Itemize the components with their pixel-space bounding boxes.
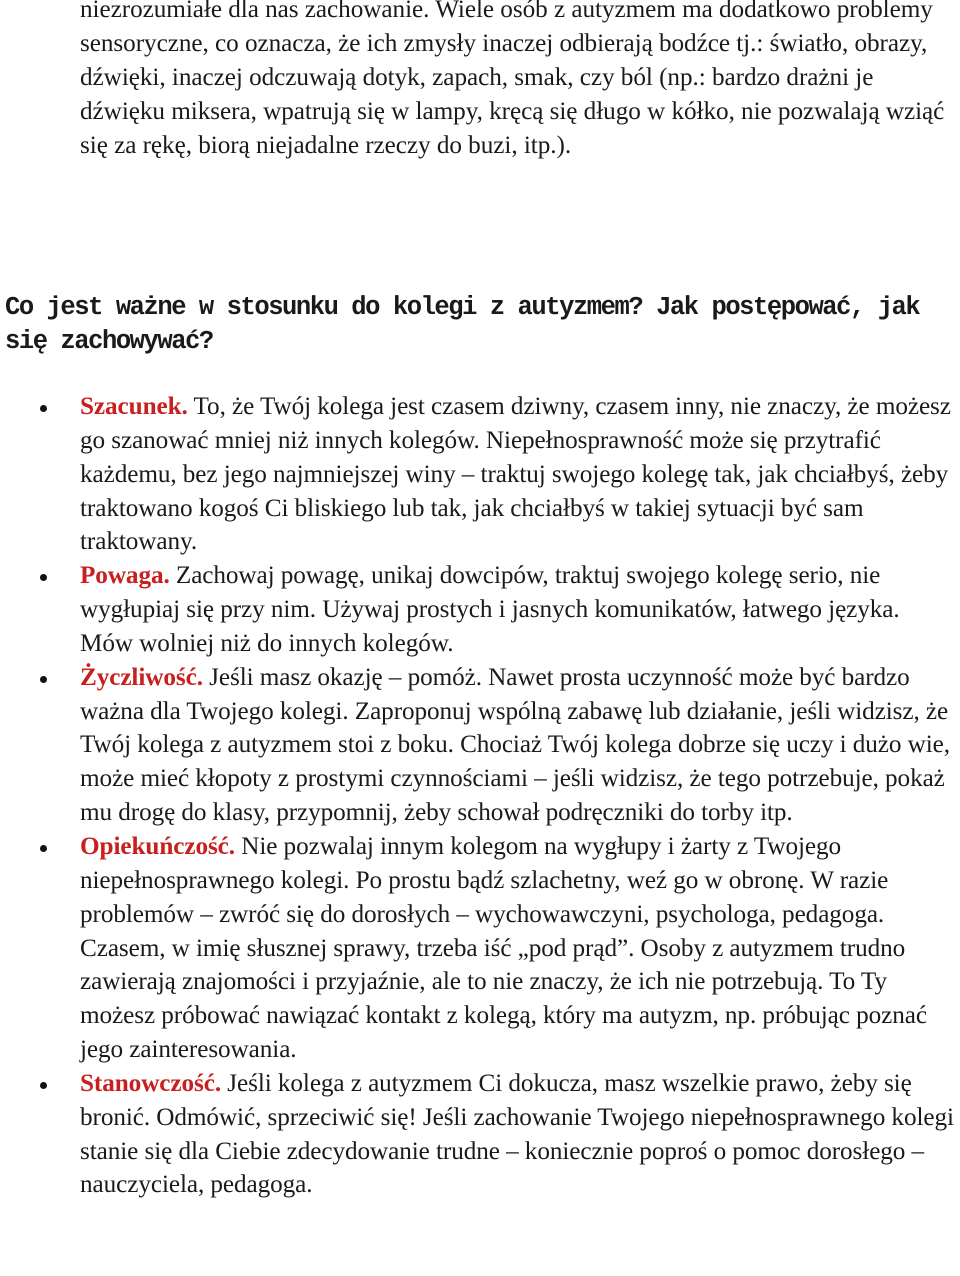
bullet-icon xyxy=(40,405,47,412)
list-item xyxy=(0,1067,958,1202)
item-lead-term: Szacunek. xyxy=(80,393,188,420)
guidelines-list xyxy=(0,390,960,1202)
item-text: Jeśli kolega z autyzmem Ci dokucza, masz wszelkie prawo, żeby się bronić. Odmówić, sprzeciwić się! Jeśli zachowanie Twojego niepełnosprawnego kolegi stanie się dla Ciebie zdecydowanie trudne – koniecznie poproś o pomoc dorosłego – nauczyciela, pedagoga. xyxy=(80,1069,954,1199)
list-item xyxy=(0,661,958,830)
item-text: Jeśli masz okazję – pomóż. Nawet prosta uczynność może być bardzo ważna dla Twojego kolegi. Zaproponuj wspólną zabawę lub działanie, jeśli widzisz, że Twój kolega z autyzmem stoi z boku. Chociaż Twój kolega dobrze się uczy i dużo wie, może mieć kłopoty z prostymi czynnościami – jeśli widzisz, że tego potrzebuje, pokaż mu drogę do klasy, przypomnij, żeby schował podręczniki do torby itp. xyxy=(80,663,950,827)
item-lead-term: Opiekuńczość. xyxy=(80,832,235,860)
item-text: Nie pozwalaj innym kolegom na wygłupy i żarty z Twojego niepełnosprawnego kolegi. Po prostu bądź szlachetny, weź go w obronę. W razie problemów – zwróć się do dorosłych – wychowawczyni, psychologa, pedagoga. Czasem, w imię słusznej sprawy, trzeba iść „pod prąd”. Osoby z autyzmem trudno zawierają znajomości i przyjaźnie, ale to nie znaczy, że ich nie potrzebują. To Ty możesz próbować nawiązać kontakt z kolegą, który ma autyzm, np. próbując poznać jego zainteresowania. xyxy=(80,832,927,1064)
section-heading: Co jest ważne w stosunku do kolegi z autyzmem? Jak postępować, jak się zachowywać? xyxy=(5,293,920,356)
intro-paragraph: niezrozumiałe dla nas zachowanie. Wiele osób z autyzmem ma dodatkowo problemy sensoryczne, co oznacza, że ich zmysły inaczej odbierają bodźce tj.: światło, obrazy, dźwięki, inaczej odczuwają dotyk, zapach, smak, czy ból (np.: bardzo drażni je dźwięku miksera, wpatrują się w lampy, kręcą się długo w kółko, nie pozwalają wziąć się za rękę, biorą niejadalne rzeczy do buzi, itp.). xyxy=(80,0,945,159)
bullet-icon xyxy=(40,574,47,581)
item-lead-term: Życzliwość. xyxy=(80,663,203,691)
item-lead-term: Stanowczość. xyxy=(80,1069,222,1097)
list-item xyxy=(0,559,958,661)
list-item xyxy=(0,390,958,559)
bullet-icon xyxy=(40,845,47,852)
bullet-icon xyxy=(40,676,47,683)
list-item xyxy=(0,830,958,1067)
item-lead-term: Powaga. xyxy=(80,562,170,590)
bullet-icon xyxy=(40,1082,47,1089)
item-text: Zachowaj powagę, unikaj dowcipów, traktuj swojego kolegę serio, nie wygłupiaj się przy nim. Używaj prostych i jasnych komunikatów, łatwego języka. Mów wolniej niż do innych kolegów. xyxy=(80,562,900,657)
item-text: To, że Twój kolega jest czasem dziwny, czasem inny, nie znaczy, że możesz go szanować mniej niż innych kolegów. Niepełnosprawność może się przytrafić każdemu, bez jego najmniejszej winy – traktuj swojego kolegę tak, jak chciałbyś, żeby traktowano kogoś Ci bliskiego lub tak, jak chciałbyś w takiej sytuacji być sam traktowany. xyxy=(80,393,951,556)
